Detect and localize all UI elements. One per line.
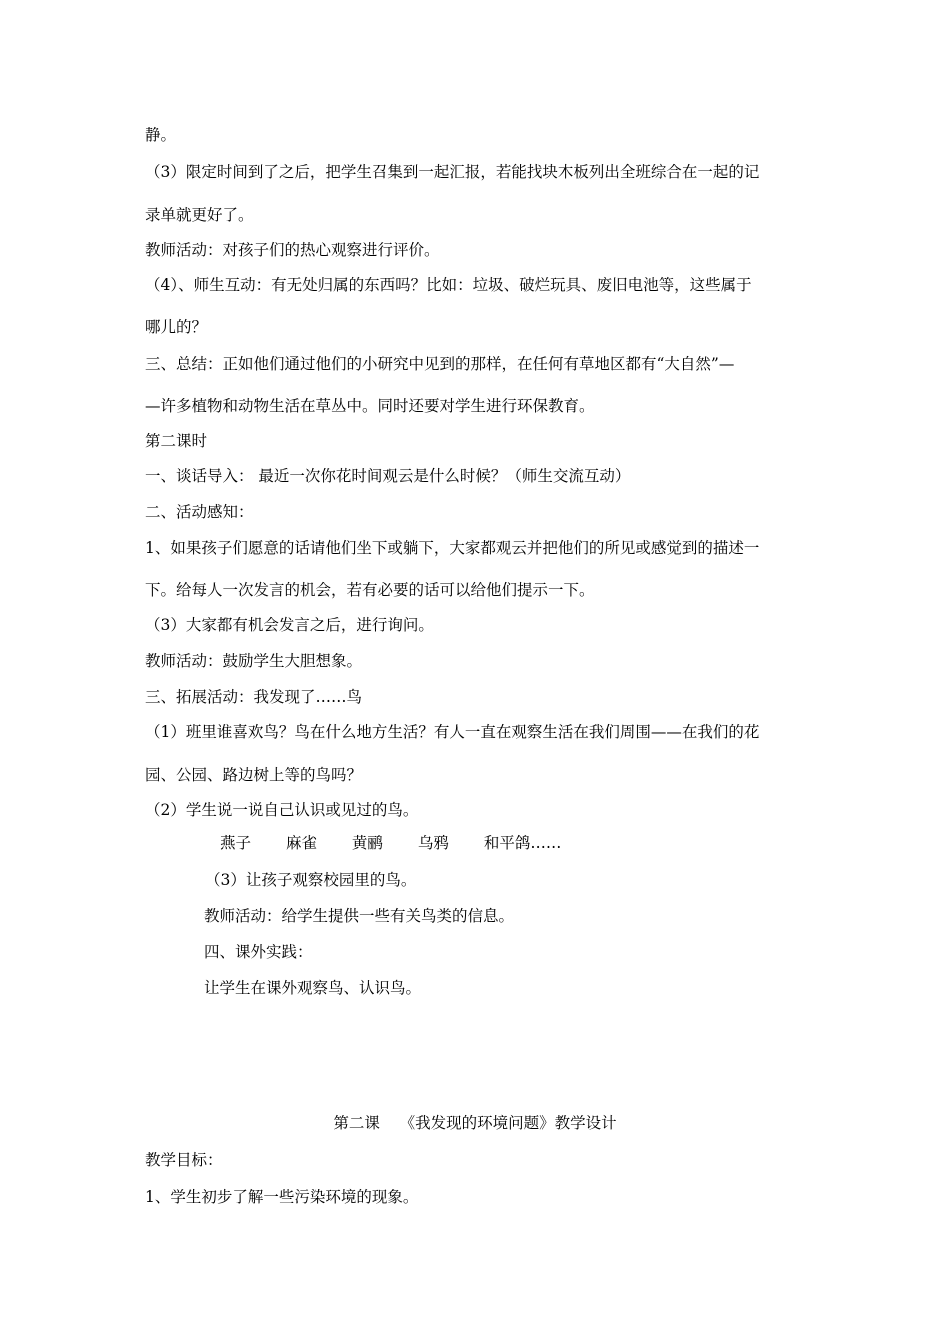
text-line: （4）、师生互动：有无处归属的东西吗？比如：垃圾、破烂玩具、废旧电池等，这些属于: [145, 276, 752, 294]
bird-list: [220, 833, 561, 853]
bird-name: 燕子: [220, 834, 252, 852]
text-line: 哪儿的？: [145, 318, 208, 336]
section-heading: 第二课时: [145, 432, 208, 450]
text-line: 1、学生初步了解一些污染环境的现象。: [145, 1188, 419, 1206]
text-line: 录单就更好了。: [145, 206, 254, 224]
bird-name: 乌鸦: [417, 834, 449, 852]
text-line: （3）大家都有机会发言之后，进行询问。: [145, 616, 434, 634]
lesson-title: 第二课 《我发现的环境问题》教学设计: [333, 1114, 617, 1132]
bird-name: 和平鸽……: [483, 834, 562, 852]
text-line: 三、拓展活动：我发现了……鸟: [145, 688, 363, 706]
text-line: —许多植物和动物生活在草丛中。同时还要对学生进行环保教育。: [145, 397, 595, 415]
bird-name: 麻雀: [285, 834, 317, 852]
text-line: 园、公园、路边树上等的鸟吗？: [145, 766, 363, 784]
text-line: （1）班里谁喜欢鸟？鸟在什么地方生活？有人一直在观察生活在我们周围——在我们的花: [145, 723, 760, 741]
text-line: 静。: [145, 126, 177, 144]
text-line: 教师活动：给学生提供一些有关鸟类的信息。: [204, 907, 515, 925]
text-line: （3）限定时间到了之后，把学生召集到一起汇报，若能找块木板列出全班综合在一起的记: [145, 163, 760, 181]
text-line: （3）让孩子观察校园里的鸟。: [205, 871, 417, 889]
text-line: 四、课外实践：: [204, 943, 313, 961]
text-line: 让学生在课外观察鸟、认识鸟。: [204, 979, 422, 997]
objectives-heading: 教学目标：: [145, 1151, 223, 1169]
text-line: 三、总结：正如他们通过他们的小研究中见到的那样，在任何有草地区都有“大自然”—: [145, 355, 735, 373]
bird-name: 黄鹂: [351, 834, 383, 852]
text-line: 下。给每人一次发言的机会，若有必要的话可以给他们提示一下。: [145, 581, 595, 599]
text-line: 教师活动：鼓励学生大胆想象。: [145, 652, 363, 670]
text-line: 1、如果孩子们愿意的话请他们坐下或躺下，大家都观云并把他们的所见或感觉到的描述一: [145, 539, 760, 557]
text-line: （2）学生说一说自己认识或见过的鸟。: [145, 801, 419, 819]
text-line: 二、活动感知：: [145, 503, 254, 521]
text-line: 教师活动：对孩子们的热心观察进行评价。: [145, 241, 440, 259]
text-line: 一、谈话导入： 最近一次你花时间观云是什么时候？（师生交流互动）: [145, 467, 631, 485]
